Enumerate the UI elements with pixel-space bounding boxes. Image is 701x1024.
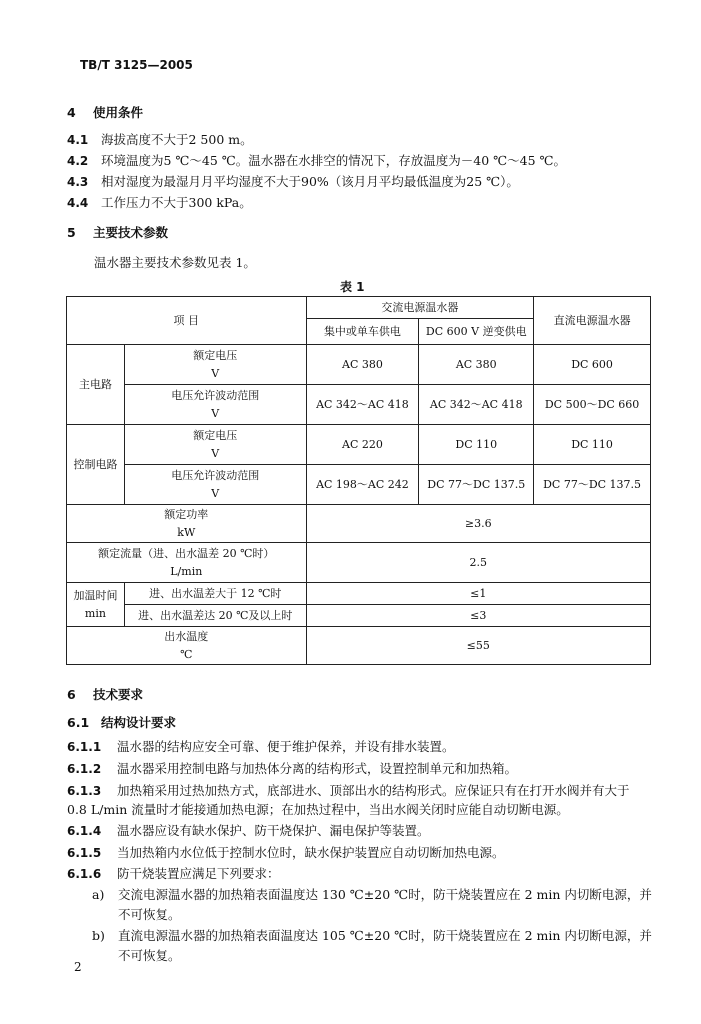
clause-6-1-3-continued: 0.8 L/min 流量时才能接通加热电源；在加热过程中，当出水阀关闭时应能自动切断电源。 (67, 802, 569, 817)
clause-4-4: 4.4 工作压力不大于300 kPa。 (67, 195, 252, 210)
row-label: 额定电压 V (124, 345, 306, 385)
header-ac-inverter: DC 600 V 逆变供电 (419, 319, 534, 345)
clause-6-1-3: 6.1.3 加热箱采用过热加热方式，底部进水、顶部出水的结构形式。应保证只有在打开水阀并有大于 (67, 783, 630, 798)
document-code: TB/T 3125—2005 (80, 58, 193, 72)
table-cell: DC 600 (534, 345, 651, 385)
section-5-heading (67, 223, 168, 241)
section-4-heading (67, 103, 143, 121)
table-cell: ≥3.6 (306, 505, 650, 543)
clause-6-1-1: 6.1.1 温水器的结构应安全可靠、便于维护保养，并设有排水装置。 (67, 739, 455, 754)
subsection-6-1-heading: 6.1 结构设计要求 (67, 715, 177, 730)
table-cell: DC 77～DC 137.5 (419, 465, 534, 505)
table-intro: 温水器主要技术参数见表 1。 (94, 255, 256, 270)
table-cell: AC 220 (306, 425, 419, 465)
header-item: 项 目 (67, 297, 307, 345)
table-cell: AC 342～AC 418 (419, 385, 534, 425)
table-cell: DC 500～DC 660 (534, 385, 651, 425)
clause-6-1-4: 6.1.4 温水器应设有缺水保护、防干烧保护、漏电保护等装置。 (67, 823, 430, 838)
clause-6-1-5: 6.1.5 当加热箱内水位低于控制水位时，缺水保护装置应自动切断加热电源。 (67, 845, 505, 860)
table-cell: AC 380 (419, 345, 534, 385)
group-main-circuit: 主电路 (67, 345, 125, 425)
header-ac: 交流电源温水器 (306, 297, 534, 319)
table-cell: DC 110 (534, 425, 651, 465)
list-item-b: b) 直流电源温水器的加热箱表面温度达 105 ℃±20 ℃时，防干烧装置应在 2 min 内切断电源，并 (92, 928, 652, 943)
row-label: 进、出水温差大于 12 ℃时 (124, 583, 306, 605)
section-number: 4 (67, 105, 76, 120)
group-heating-time: 加温时间 min (67, 583, 125, 627)
table-cell: ≤3 (306, 605, 650, 627)
table-caption: 表 1 (340, 280, 365, 294)
section-title: 技术要求 (93, 687, 144, 702)
clause-4-2: 4.2 环境温度为5 ℃～45 ℃。温水器在水排空的情况下，存放温度为－40 ℃～45 ℃。 (67, 153, 566, 168)
row-label: 电压允许波动范围 V (124, 385, 306, 425)
section-title: 使用条件 (93, 105, 144, 120)
table-cell: ≤1 (306, 583, 650, 605)
clause-6-1-6: 6.1.6 防干烧装置应满足下列要求： (67, 866, 280, 881)
section-number: 6 (67, 687, 76, 702)
table-cell: ≤55 (306, 627, 650, 665)
row-label: 额定功率 kW (67, 505, 307, 543)
section-number: 5 (67, 225, 76, 240)
row-label: 额定电压 V (124, 425, 306, 465)
table-cell: 2.5 (306, 543, 650, 583)
table-cell: AC 342～AC 418 (306, 385, 419, 425)
clause-6-1-2: 6.1.2 温水器采用控制电路与加热体分离的结构形式，设置控制单元和加热箱。 (67, 761, 518, 776)
row-label: 进、出水温差达 20 ℃及以上时 (124, 605, 306, 627)
table-cell: AC 198～AC 242 (306, 465, 419, 505)
table-cell: AC 380 (306, 345, 419, 385)
page-number: 2 (74, 960, 82, 974)
table-cell: DC 77～DC 137.5 (534, 465, 651, 505)
parameter-table (66, 296, 651, 665)
list-item-b-continued: 不可恢复。 (118, 948, 181, 963)
table-cell: DC 110 (419, 425, 534, 465)
row-label: 额定流量（进、出水温差 20 ℃时） L/min (67, 543, 307, 583)
row-label: 电压允许波动范围 V (124, 465, 306, 505)
list-item-a: a) 交流电源温水器的加热箱表面温度达 130 ℃±20 ℃时，防干烧装置应在 2 min 内切断电源，并 (92, 887, 652, 902)
section-title: 主要技术参数 (93, 225, 169, 240)
header-ac-central: 集中或单车供电 (306, 319, 419, 345)
clause-4-1: 4.1 海拔高度不大于2 500 m。 (67, 132, 253, 147)
group-control-circuit: 控制电路 (67, 425, 125, 505)
section-6-heading (67, 685, 143, 703)
list-item-a-continued: 不可恢复。 (118, 907, 181, 922)
header-dc: 直流电源温水器 (534, 297, 651, 345)
clause-4-3: 4.3 相对湿度为最湿月月平均湿度不大于90%（该月月平均最低温度为25 ℃）。 (67, 174, 519, 189)
row-label: 出水温度 ℃ (67, 627, 307, 665)
